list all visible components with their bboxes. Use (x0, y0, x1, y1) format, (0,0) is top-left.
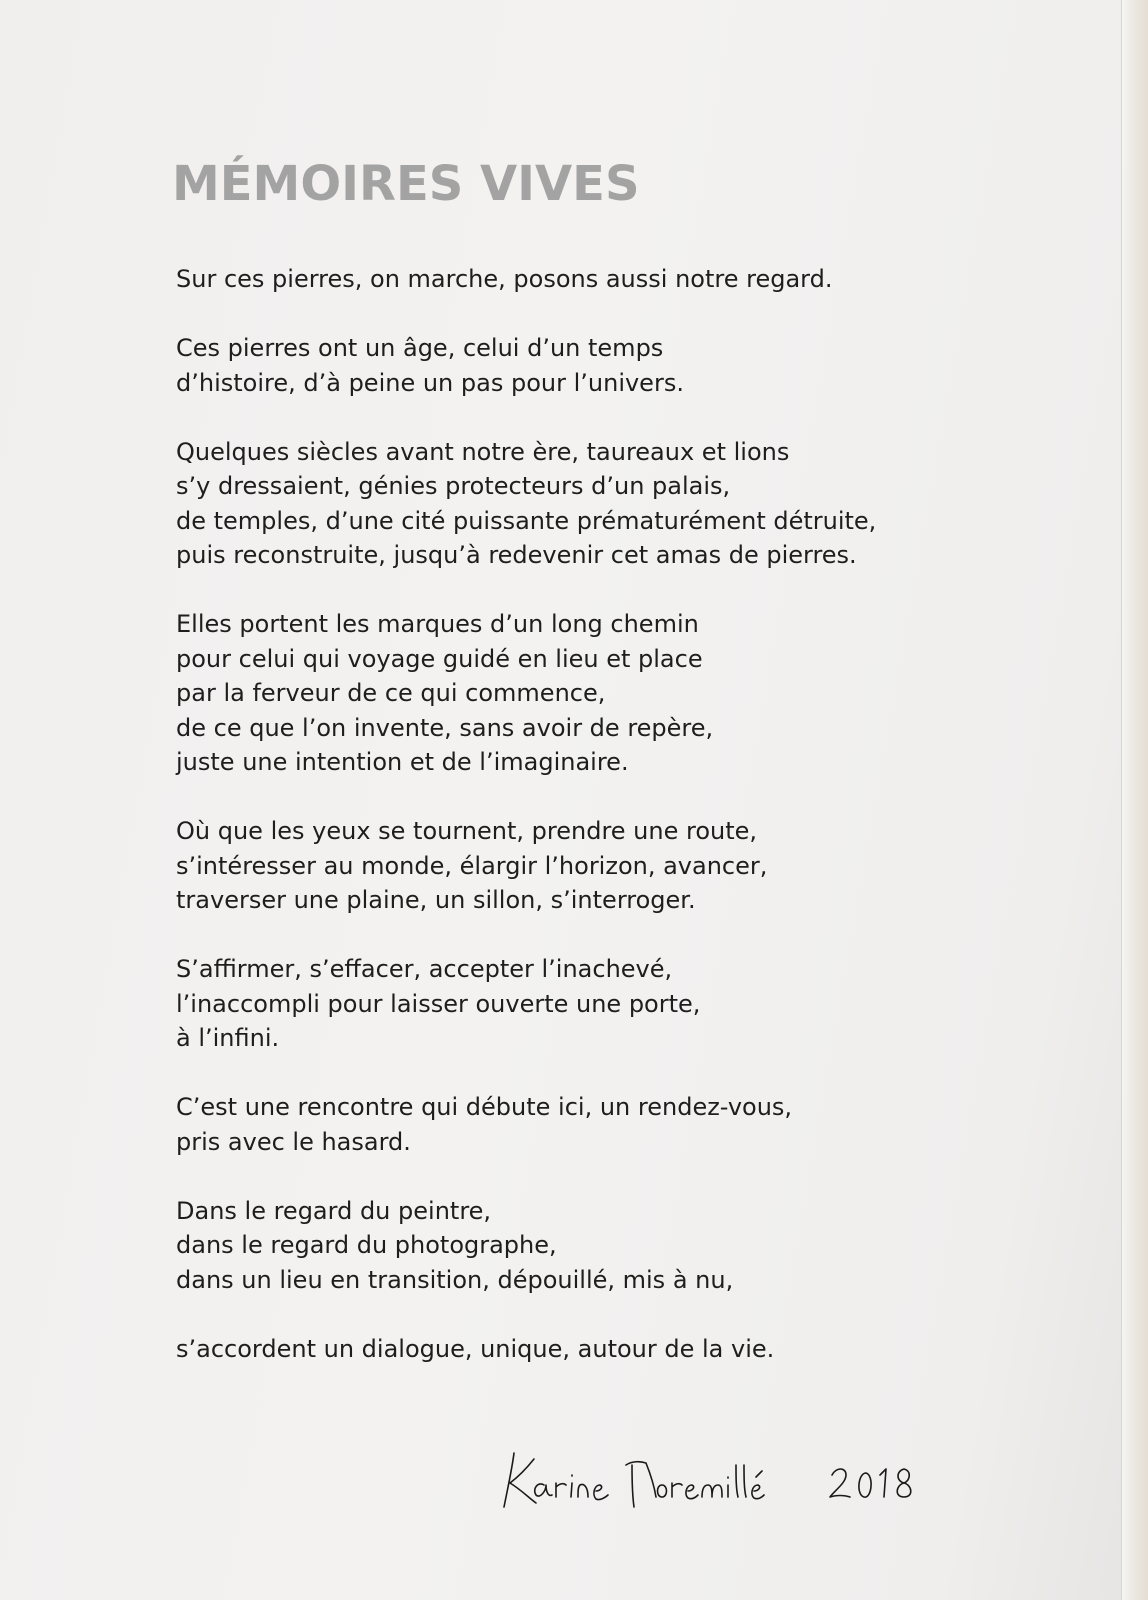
poem-line: de ce que l’on invente, sans avoir de repère, (176, 713, 714, 742)
poem-line: puis reconstruite, jusqu’à redevenir cet amas de pierres. (176, 541, 857, 569)
poem-line: de temples, d’une cité puissante prématurément détruite, (176, 506, 877, 535)
poem-line: Dans le regard du peintre, (176, 1196, 492, 1225)
stanza (176, 435, 1056, 573)
stanza (176, 1090, 1056, 1159)
poem-line: Quelques siècles avant notre ère, taureaux et lions (176, 437, 790, 466)
poem-line: pris avec le hasard. (176, 1127, 411, 1156)
poem-line: s’accordent un dialogue, unique, autour de la vie. (176, 1334, 775, 1363)
poem-line: dans le regard du photographe, (176, 1231, 557, 1259)
poem-line: Sur ces pierres, on marche, posons aussi notre regard. (176, 265, 833, 293)
poem-line: juste une intention et de l’imaginaire. (176, 748, 629, 776)
stanza (176, 1332, 1056, 1367)
poem-line: s’y dressaient, génies protecteurs d’un palais, (176, 472, 731, 500)
poem-line: d’histoire, d’à peine un pas pour l’univers. (176, 368, 684, 397)
stanza (176, 952, 1056, 1056)
poem-line: à l’infini. (176, 1024, 280, 1052)
poem-line: Elles portent les marques d’un long chemin (176, 610, 699, 638)
poem-line: C’est une rencontre qui débute ici, un rendez-vous, (176, 1093, 793, 1121)
poem-line: Où que les yeux se tournent, prendre une route, (176, 817, 758, 845)
stanza (176, 331, 1056, 400)
stanza (176, 814, 1056, 918)
poem-line: Ces pierres ont un âge, celui d’un temps (176, 334, 664, 362)
poem-line: S’affirmer, s’effacer, accepter l’inachevé, (176, 955, 673, 983)
poem-line: l’inaccompli pour laisser ouverte une porte, (176, 989, 701, 1018)
paper-edge (1121, 0, 1148, 1600)
poem-title: MÉMOIRES VIVES (172, 156, 640, 212)
poem-line: traverser une plaine, un sillon, s’interroger. (176, 886, 696, 914)
poem-line: par la ferveur de ce qui commence, (176, 679, 606, 707)
poem-line: s’intéresser au monde, élargir l’horizon, avancer, (176, 851, 768, 880)
poem-line: dans un lieu en transition, dépouillé, mis à nu, (176, 1265, 734, 1294)
stanza (176, 607, 1056, 780)
stanza (176, 262, 1056, 297)
handwritten-signature (500, 1445, 930, 1515)
poem-line: pour celui qui voyage guidé en lieu et place (176, 644, 703, 673)
poem-body (176, 262, 1056, 1401)
stanza (176, 1194, 1056, 1298)
